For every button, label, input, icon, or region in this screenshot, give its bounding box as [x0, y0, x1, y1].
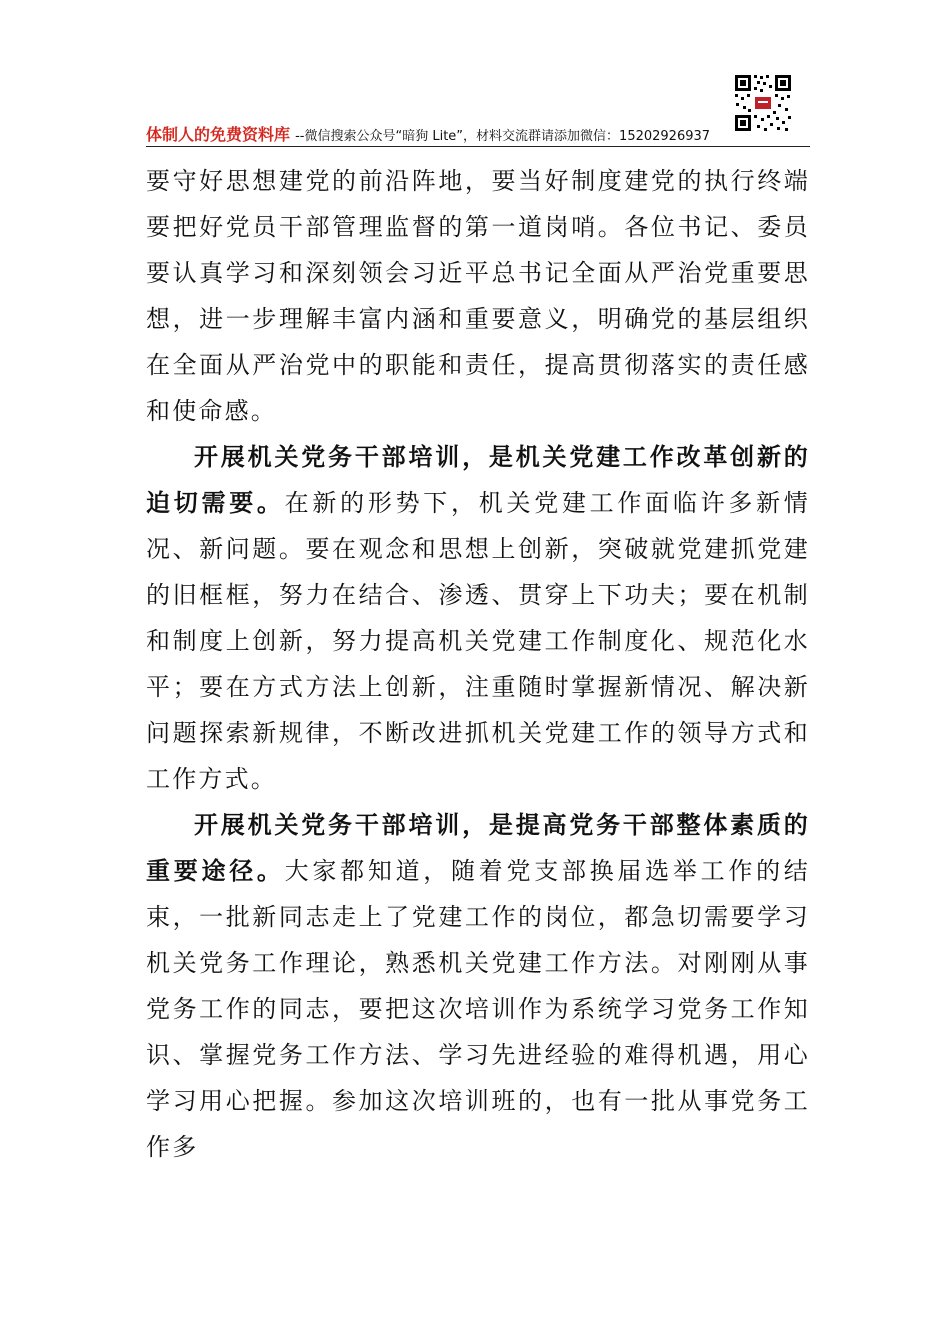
paragraph-2-text: 在新的形势下，机关党建工作面临许多新情况、新问题。要在观念和思想上创新，突破就党建抓党建的旧框框，努力在结合、渗透、贯穿上下功夫；要在机制和制度上创新，努力提高机关党建工作制度化、规范化水平；要在方式方法上创新，注重随时掌握新情况、解决新问题探索新规律，不断改进抓机关党建工作的领导方式和工作方式。 — [146, 489, 810, 793]
paragraph-1-text: 要守好思想建党的前沿阵地，要当好制度建党的执行终端要把好党员干部管理监督的第一道岗哨。各位书记、委员要认真学习和深刻领会习近平总书记全面从严治党重要思想，进一步理解丰富内涵和重要意义，明确党的基层组织在全面从严治党中的职能和责任，提高贯彻落实的责任感和使命感。 — [146, 167, 810, 425]
paragraph-1 — [146, 158, 810, 434]
page-header — [146, 122, 810, 144]
header-divider — [146, 146, 810, 147]
paragraph-3-text: 大家都知道，随着党支部换届选举工作的结束，一批新同志走上了党建工作的岗位，都急切需要学习机关党务工作理论，熟悉机关党建工作方法。对刚刚从事党务工作的同志，要把这次培训作为系统学习党务工作知识、掌握党务工作方法、学习先进经验的难得机遇，用心学习用心把握。参加这次培训班的，也有一批从事党务工作多 — [146, 857, 810, 1161]
qr-code-icon[interactable] — [733, 73, 793, 133]
paragraph-2-lead: 开展机关党务干部培训，是机关党建工作改革创新的迫切需要。 — [146, 443, 810, 517]
paragraph-3 — [146, 802, 810, 1170]
document-body — [146, 158, 810, 1170]
header-subtitle: --微信搜索公众号“暗狗 Lite”，材料交流群请添加微信：15202926937 — [295, 129, 711, 144]
header-brand: 体制人的免费资料库 — [146, 125, 291, 144]
paragraph-3-lead: 开展机关党务干部培训，是提高党务干部整体素质的重要途径。 — [146, 811, 810, 885]
paragraph-2 — [146, 434, 810, 802]
